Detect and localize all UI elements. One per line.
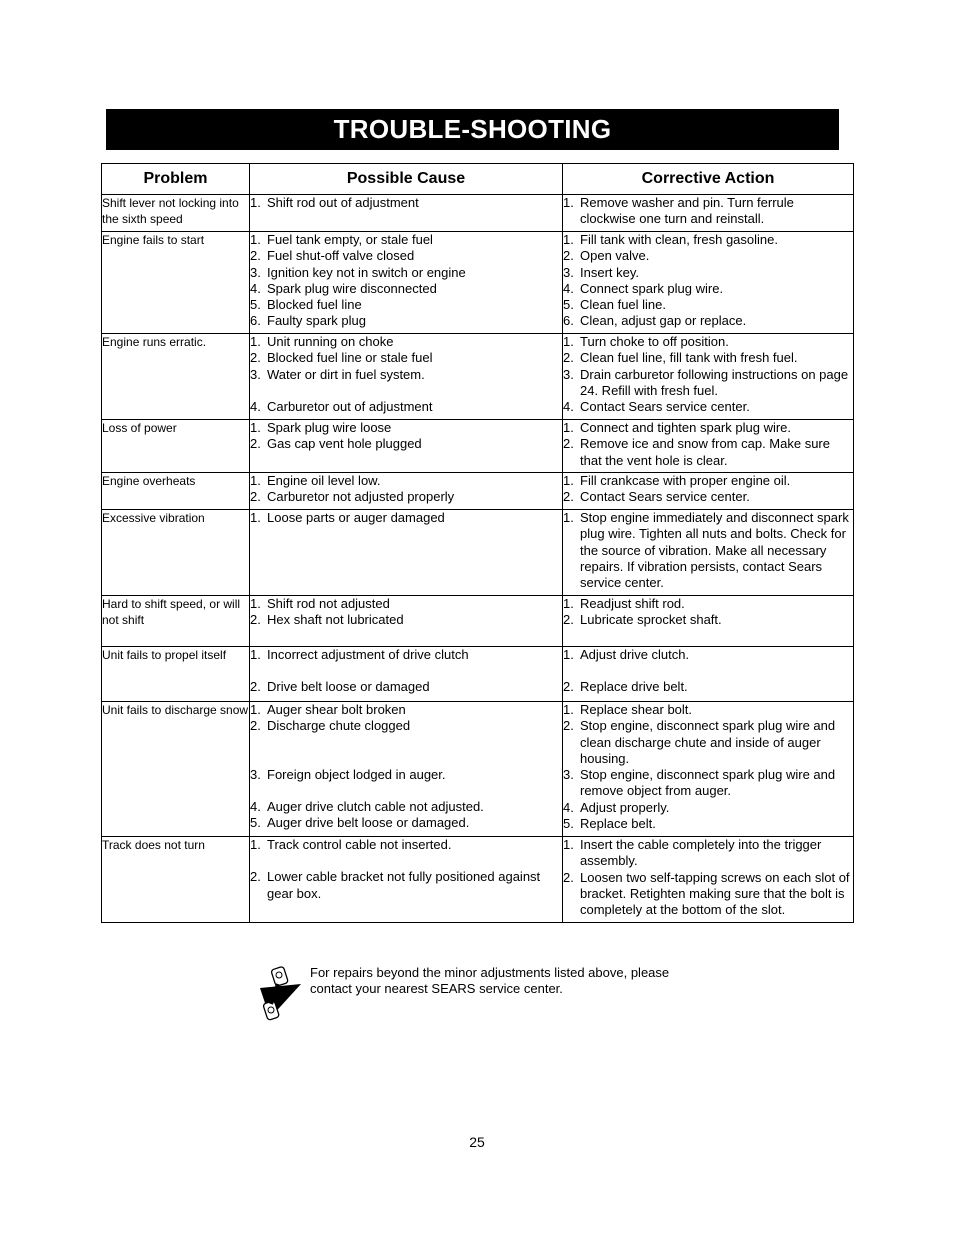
action-item: [563, 718, 853, 767]
action-item: [563, 510, 853, 591]
action-item: [563, 281, 853, 297]
cause-item: [250, 436, 562, 452]
cause-item: [250, 334, 562, 350]
action-item: [563, 870, 853, 919]
item-text: Auger drive belt loose or damaged.: [267, 815, 470, 831]
item-text: Spark plug wire loose: [267, 420, 392, 435]
item-number: 1.: [250, 647, 261, 662]
table-row: [102, 420, 854, 473]
item-text: Fuel tank empty, or stale fuel: [267, 232, 433, 247]
item-text: Clean fuel line, fill tank with fresh fuel.: [580, 350, 798, 366]
cause-item: [250, 350, 562, 366]
action-item: [563, 367, 853, 400]
action-item: [563, 313, 853, 329]
action-item: [563, 265, 853, 281]
table-row: [102, 473, 854, 510]
cause-item: [250, 367, 562, 383]
item-number: 1.: [563, 510, 574, 525]
spacer: [250, 853, 562, 869]
item-text: Replace drive belt.: [580, 679, 688, 695]
item-number: 2.: [563, 612, 574, 628]
page-number: 25: [469, 1134, 485, 1150]
item-text: Open valve.: [580, 248, 650, 264]
item-number: 4.: [563, 799, 574, 815]
item-text: Fuel shut-off valve closed: [267, 248, 415, 264]
cause-item: [250, 195, 562, 211]
item-number: 4.: [563, 280, 574, 296]
item-number: 4.: [250, 798, 261, 814]
item-text: Remove washer and pin. Turn ferrule clockwise one turn and reinstall.: [580, 195, 794, 227]
item-text: Clean, adjust gap or replace.: [580, 313, 747, 329]
problem-cell: Engine overheats: [102, 473, 250, 510]
item-number: 2.: [563, 436, 574, 452]
item-text: Readjust shift rod.: [580, 596, 685, 611]
cause-item: [250, 297, 562, 313]
cause-item: [250, 767, 562, 783]
cause-cell: [250, 473, 563, 510]
item-number: 1.: [563, 473, 574, 488]
item-number: 1.: [563, 195, 574, 210]
cause-item: [250, 473, 562, 489]
problem-cell: Engine fails to start: [102, 232, 250, 334]
item-number: 2.: [250, 679, 261, 695]
problem-cell: Track does not turn: [102, 837, 250, 923]
cause-item: [250, 399, 562, 415]
item-number: 1.: [563, 334, 574, 349]
cause-cell: [250, 837, 563, 923]
action-item: [563, 679, 853, 695]
item-text: Fill crankcase with proper engine oil.: [580, 473, 791, 488]
item-text: Contact Sears service center.: [580, 489, 750, 505]
cause-cell: [250, 420, 563, 473]
item-number: 2.: [250, 350, 261, 366]
cause-item: [250, 232, 562, 248]
item-text: Stop engine, disconnect spark plug wire and clean discharge chute and inside of auger housing.: [580, 718, 836, 766]
item-text: Drive belt loose or damaged: [267, 679, 430, 695]
spacer: [250, 735, 562, 751]
table-row: [102, 647, 854, 702]
item-text: Stop engine, disconnect spark plug wire and remove object from auger.: [580, 767, 836, 799]
item-text: Adjust drive clutch.: [580, 647, 690, 662]
action-item: [563, 350, 853, 366]
action-item: [563, 248, 853, 264]
action-cell: [563, 334, 854, 420]
problem-cell: Unit fails to propel itself: [102, 647, 250, 702]
footer-note: For repairs beyond the minor adjustments listed above, please contact your nearest SEARS service center.: [310, 965, 670, 997]
action-cell: [563, 473, 854, 510]
item-text: Turn choke to off position.: [580, 334, 729, 349]
action-item: [563, 420, 853, 436]
item-number: 1.: [563, 837, 574, 852]
item-text: Foreign object lodged in auger.: [267, 766, 446, 782]
item-text: Replace shear bolt.: [580, 702, 693, 717]
item-number: 3.: [250, 264, 261, 280]
item-text: Insert key.: [580, 264, 640, 280]
action-cell: [563, 510, 854, 596]
troubleshooting-table: [101, 163, 854, 923]
cause-item: [250, 281, 562, 297]
cause-item: [250, 265, 562, 281]
problem-cell: Shift lever not locking into the sixth speed: [102, 195, 250, 232]
item-text: Gas cap vent hole plugged: [267, 436, 422, 452]
item-number: 1.: [250, 702, 261, 717]
cause-item: [250, 596, 562, 612]
action-cell: [563, 647, 854, 702]
action-cell: [563, 596, 854, 647]
spacer: [250, 751, 562, 767]
item-number: 5.: [250, 815, 261, 831]
item-text: Spark plug wire disconnected: [267, 280, 437, 296]
item-number: 2.: [563, 718, 574, 734]
item-text: Connect and tighten spark plug wire.: [580, 420, 792, 435]
item-number: 2.: [250, 489, 261, 505]
item-number: 4.: [250, 280, 261, 296]
item-text: Auger shear bolt broken: [267, 702, 406, 717]
cause-cell: [250, 647, 563, 702]
item-text: Drain carburetor following instructions on page 24. Refill with fresh fuel.: [580, 366, 849, 398]
cause-item: [250, 489, 562, 505]
item-text: Unit running on choke: [267, 334, 394, 349]
item-number: 3.: [563, 767, 574, 783]
item-number: 1.: [563, 596, 574, 611]
table-row: [102, 232, 854, 334]
cause-item: [250, 869, 562, 902]
item-text: Shift rod not adjusted: [267, 596, 390, 611]
problem-cell: Loss of power: [102, 420, 250, 473]
item-text: Track control cable not inserted.: [267, 837, 452, 852]
tools-icon: [256, 964, 304, 1024]
cause-item: [250, 313, 562, 329]
cause-item: [250, 718, 562, 734]
spacer: [250, 783, 562, 799]
cause-item: [250, 702, 562, 718]
item-number: 2.: [250, 718, 261, 734]
action-item: [563, 297, 853, 313]
action-cell: [563, 702, 854, 837]
item-text: Adjust properly.: [580, 799, 670, 815]
item-text: Clean fuel line.: [580, 297, 666, 313]
spacer: [563, 663, 853, 679]
item-text: Blocked fuel line: [267, 297, 362, 313]
item-number: 2.: [250, 612, 261, 628]
action-item: [563, 195, 853, 228]
action-item: [563, 473, 853, 489]
problem-cell: Unit fails to discharge snow: [102, 702, 250, 837]
cause-cell: [250, 702, 563, 837]
action-item: [563, 334, 853, 350]
action-item: [563, 489, 853, 505]
item-number: 1.: [250, 837, 261, 852]
item-number: 2.: [250, 248, 261, 264]
item-number: 1.: [250, 232, 261, 247]
item-number: 1.: [250, 420, 261, 435]
item-text: Hex shaft not lubricated: [267, 612, 404, 628]
item-number: 2.: [563, 869, 574, 885]
item-text: Loosen two self-tapping screws on each slot of bracket. Retighten making sure that the bolt is completely at the bottom of the slot.: [580, 869, 850, 918]
action-cell: [563, 195, 854, 232]
item-number: 5.: [250, 297, 261, 313]
cause-cell: [250, 596, 563, 647]
table-row: [102, 334, 854, 420]
item-number: 2.: [563, 489, 574, 505]
cause-item: [250, 799, 562, 815]
item-number: 3.: [563, 366, 574, 382]
table-row: [102, 837, 854, 923]
item-text: Lower cable bracket not fully positioned against gear box.: [267, 869, 541, 901]
page-title: TROUBLE-SHOOTING: [106, 109, 839, 150]
item-number: 5.: [563, 816, 574, 832]
item-number: 2.: [563, 248, 574, 264]
header-problem: Problem: [102, 164, 250, 195]
item-number: 1.: [563, 702, 574, 717]
item-text: Lubricate sprocket shaft.: [580, 612, 722, 628]
item-text: Fill tank with clean, fresh gasoline.: [580, 232, 778, 247]
spacer: [250, 663, 562, 679]
item-text: Auger drive clutch cable not adjusted.: [267, 798, 484, 814]
action-item: [563, 837, 853, 870]
item-number: 2.: [250, 436, 261, 452]
cause-cell: [250, 232, 563, 334]
problem-cell: Hard to shift speed, or will not shift: [102, 596, 250, 647]
cause-item: [250, 647, 562, 663]
cause-item: [250, 837, 562, 853]
item-text: Contact Sears service center.: [580, 399, 750, 415]
item-number: 3.: [250, 366, 261, 382]
cause-item: [250, 248, 562, 264]
cause-item: [250, 420, 562, 436]
action-item: [563, 800, 853, 816]
item-text: Stop engine immediately and disconnect spark plug wire. Tighten all nuts and bolts. Check for the source of vibration. Make all necessary repairs. If vibration persists, contact Sears service center.: [580, 510, 849, 591]
cause-cell: [250, 195, 563, 232]
table-row: [102, 702, 854, 837]
item-text: Shift rod out of adjustment: [267, 195, 419, 210]
action-item: [563, 702, 853, 718]
item-number: 6.: [563, 313, 574, 329]
item-number: 2.: [563, 679, 574, 695]
action-cell: [563, 420, 854, 473]
item-number: 2.: [563, 350, 574, 366]
item-text: Water or dirt in fuel system.: [267, 366, 425, 382]
cause-cell: [250, 334, 563, 420]
item-text: Incorrect adjustment of drive clutch: [267, 647, 469, 662]
action-item: [563, 232, 853, 248]
action-item: [563, 612, 853, 628]
cause-cell: [250, 510, 563, 596]
item-text: Loose parts or auger damaged: [267, 510, 445, 525]
item-number: 3.: [563, 264, 574, 280]
item-text: Discharge chute clogged: [267, 718, 411, 734]
item-number: 3.: [250, 766, 261, 782]
item-text: Carburetor not adjusted properly: [267, 489, 455, 505]
item-number: 1.: [563, 232, 574, 247]
item-text: Carburetor out of adjustment: [267, 398, 433, 414]
action-item: [563, 816, 853, 832]
action-cell: [563, 837, 854, 923]
cause-item: [250, 510, 562, 526]
table-row: [102, 195, 854, 232]
item-number: 5.: [563, 297, 574, 313]
item-number: 1.: [250, 596, 261, 611]
header-corrective-action: Corrective Action: [563, 164, 854, 195]
table-row: [102, 596, 854, 647]
action-item: [563, 596, 853, 612]
item-text: Ignition key not in switch or engine: [267, 264, 466, 280]
item-number: 2.: [250, 869, 261, 885]
problem-cell: Excessive vibration: [102, 510, 250, 596]
item-text: Blocked fuel line or stale fuel: [267, 350, 433, 366]
item-number: 4.: [250, 398, 261, 414]
action-item: [563, 767, 853, 800]
item-text: Replace belt.: [580, 816, 656, 832]
action-item: [563, 399, 853, 415]
item-text: Remove ice and snow from cap. Make sure that the vent hole is clear.: [580, 436, 830, 468]
item-text: Faulty spark plug: [267, 313, 366, 329]
item-number: 1.: [250, 510, 261, 525]
item-number: 1.: [250, 473, 261, 488]
header-possible-cause: Possible Cause: [250, 164, 563, 195]
table-header-row: [102, 164, 854, 195]
cause-item: [250, 612, 562, 628]
problem-cell: Engine runs erratic.: [102, 334, 250, 420]
table-row: [102, 510, 854, 596]
action-item: [563, 436, 853, 469]
cause-item: [250, 815, 562, 831]
item-text: Insert the cable completely into the trigger assembly.: [580, 837, 822, 869]
item-text: Engine oil level low.: [267, 473, 381, 488]
spacer: [250, 383, 562, 399]
item-number: 1.: [563, 420, 574, 435]
item-number: 4.: [563, 399, 574, 415]
action-cell: [563, 232, 854, 334]
action-item: [563, 647, 853, 663]
item-number: 6.: [250, 313, 261, 329]
item-number: 1.: [250, 195, 261, 210]
cause-item: [250, 679, 562, 695]
item-number: 1.: [563, 647, 574, 662]
item-text: Connect spark plug wire.: [580, 280, 724, 296]
item-number: 1.: [250, 334, 261, 349]
